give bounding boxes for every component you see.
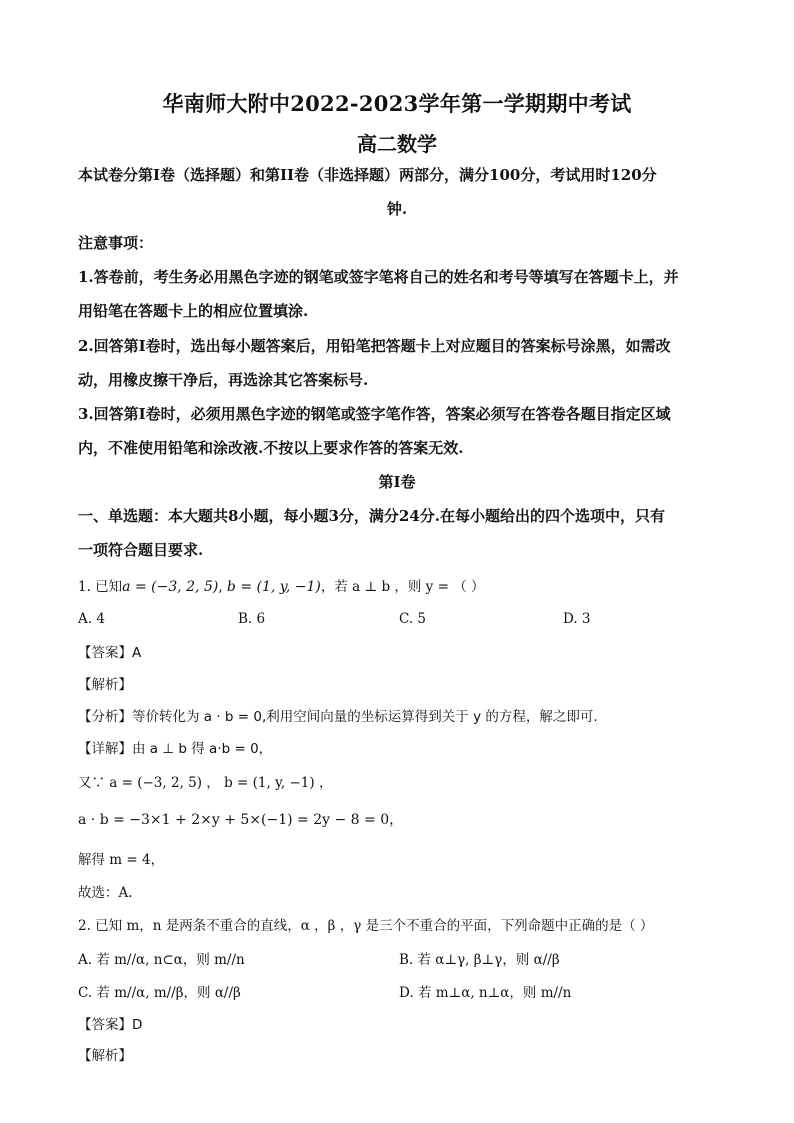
- q2-option-a: A. 若 m//α, n⊂α，则 m//n: [78, 952, 245, 968]
- q1-line-dot-product: a · b = −3×1 + 2×y + 5×(−1) = 2y − 8 = 0，: [78, 812, 404, 828]
- q1-option-b: B. 6: [238, 611, 266, 627]
- q2-option-b: B. 若 α⊥γ, β⊥γ，则 α//β: [399, 952, 560, 968]
- q1-answer: 【答案】A: [78, 645, 142, 661]
- q1-analysis-label: 【解析】: [78, 677, 132, 693]
- q2-option-d: D. 若 m⊥α, n⊥α，则 m//n: [399, 985, 572, 1001]
- q1-vector-b: b = (1, y, −1): [226, 579, 321, 595]
- q2-stem: 2. 已知 m，n 是两条不重合的直线，α ，β ，γ 是三个不重合的平面，下列命题中正确的是（ ）: [78, 918, 654, 934]
- notice-item-3-line-2: 内，不准使用铅笔和涂改液.不按以上要求作答的答案无效.: [78, 439, 464, 457]
- q1-line-choose: 故选：A.: [78, 885, 133, 901]
- q1-condition: ，若 a ⊥ b ，则 y = （ ）: [320, 579, 485, 595]
- q1-option-c: C. 5: [399, 611, 427, 627]
- q1-fenxi: 【分析】等价转化为 a · b = 0,利用空间向量的坐标运算得到关于 y 的方程，解之即可.: [78, 709, 598, 725]
- notice-item-1-line-1: 1.答卷前，考生务必用黑色字迹的钢笔或签字笔将自己的姓名和考号等填写在答题卡上，并: [78, 268, 679, 286]
- page-subtitle: 高二数学: [357, 132, 437, 156]
- part-heading-line-1: 一、单选题：本大题共8小题，每小题3分，满分24分.在每小题给出的四个选项中，只有: [78, 507, 665, 525]
- intro-line-2: 钟.: [386, 200, 408, 218]
- section-heading: 第I卷: [378, 473, 416, 491]
- q1-prefix: 1. 已知: [78, 579, 123, 595]
- part-heading-line-2: 一项符合题目要求.: [78, 541, 204, 559]
- notice-item-2-line-2: 动，用橡皮擦干净后，再选涂其它答案标号.: [78, 371, 369, 389]
- q1-stem: [78, 575, 485, 595]
- page-title: 华南师大附中2022-2023学年第一学期期中考试: [162, 91, 632, 116]
- intro-line-1: 本试卷分第I卷（选择题）和第II卷（非选择题）两部分，满分100分，考试用时120分: [78, 166, 657, 184]
- notice-item-1-line-2: 用铅笔在答题卡上的相应位置填涂.: [78, 302, 309, 320]
- q2-analysis-label: 【解析】: [78, 1048, 132, 1064]
- q2-option-c: C. 若 m//α, m//β，则 α//β: [78, 985, 241, 1001]
- q1-line-solve: 解得 m = 4，: [78, 852, 165, 868]
- q1-vector-a: a = (−3, 2, 5): [122, 579, 219, 595]
- notice-item-2-line-1: 2.回答第I卷时，选出每小题答案后，用铅笔把答题卡上对应题目的答案标号涂黑，如需改: [78, 337, 671, 355]
- q1-xiangjie: 【详解】由 a ⊥ b 得 a·b = 0，: [78, 741, 273, 757]
- q1-option-d: D. 3: [563, 611, 591, 627]
- q2-answer: 【答案】D: [78, 1017, 143, 1033]
- q1-line-given: 又∵ a = (−3, 2, 5) ， b = (1, y, −1) ，: [78, 775, 333, 791]
- q1-option-a: A. 4: [78, 611, 105, 627]
- notice-item-3-line-1: 3.回答第I卷时，必须用黑色字迹的钢笔或签字笔作答，答案必须写在答卷各题目指定区域: [78, 405, 671, 423]
- q1-separator: ,: [218, 579, 227, 595]
- notice-heading: 注意事项：: [78, 234, 154, 252]
